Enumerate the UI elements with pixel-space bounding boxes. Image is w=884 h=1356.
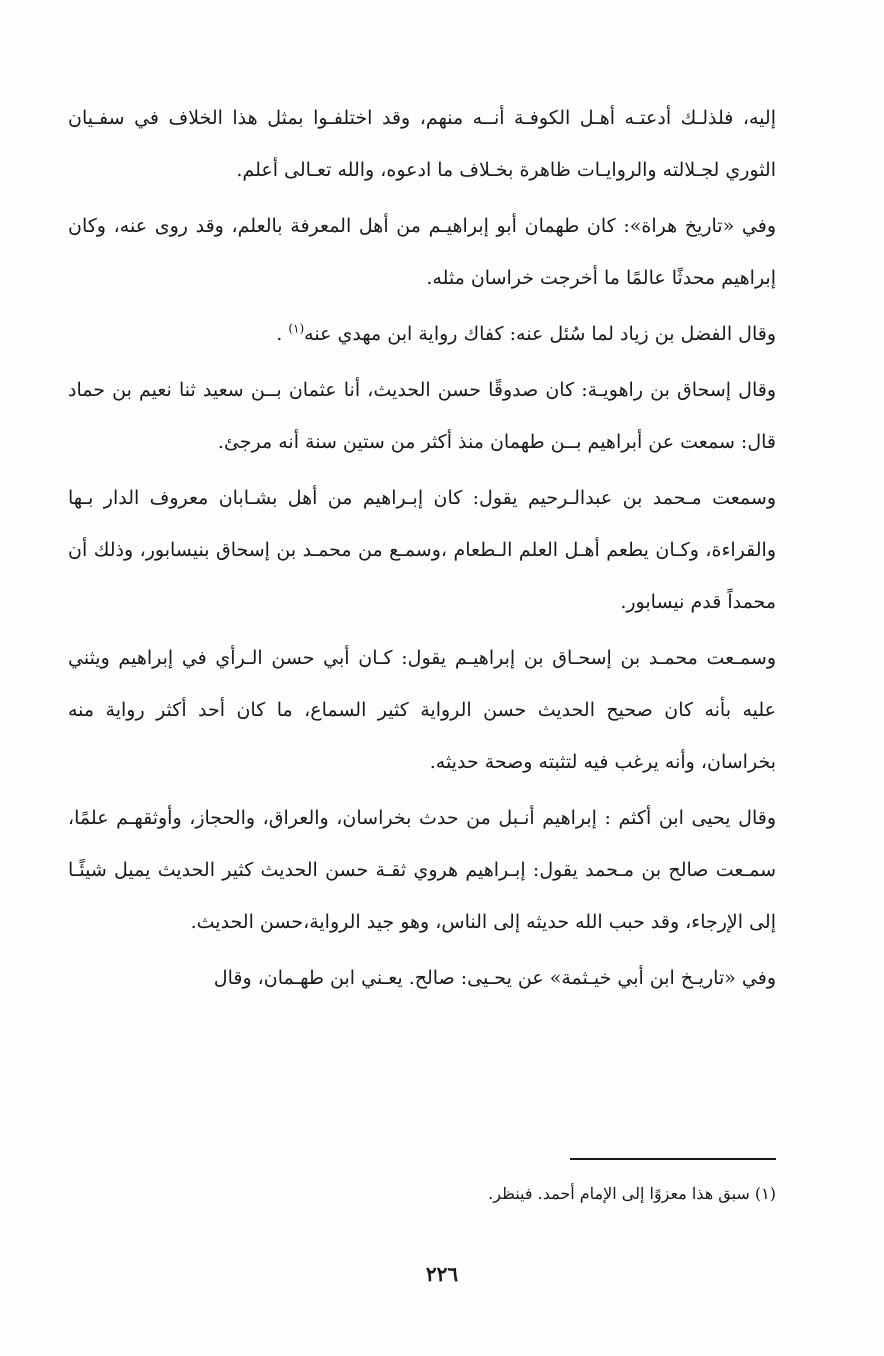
- paragraph-3-end: .: [276, 323, 283, 345]
- footnote: (١) سبق هذا معزوًا إلى الإمام أحمد. فينظر.: [488, 1184, 776, 1203]
- paragraph-5: وسمعت مـحمد بن عبدالـرحيم يقول: كان إبـراهيم من أهل بشـابان معروف الدار بـها والقراءة، وكـان يطعم أهـل العلم الـطعام ،وسمـع من محمـد بن إسحاق بنيسابور، وذلك أن محمداً قدم نيسابور.: [68, 487, 776, 613]
- paragraph-8: وفي «تاريـخ ابن أبي خيـثمة» عن يحـيى: صالح. يعـني ابن طهـمان، وقال: [213, 967, 776, 989]
- footnote-divider: [570, 1158, 776, 1160]
- paragraph-1: إليه، فلذلـك أدعتـه أهـل الكوفـة أنــه منهم، وقد اختلفـوا بمثل هذا الخلاف في سفـيان الثوري لجـلالته والروايـات ظاهرة بخـلاف ما ادعوه، والله تعـالى أعلم.: [68, 107, 776, 181]
- footnote-marker[interactable]: (١): [288, 321, 305, 336]
- paragraph-3-text: وقال الفضل بن زياد لما سُئل عنه: كفاك رواية ابن مهدي عنه: [304, 323, 776, 345]
- paragraph-3: [68, 308, 776, 360]
- paragraph-4: وقال إسحاق بن راهويـة: كان صدوقًا حسن الحديث، أنا عثمان بــن سعيد ثنا نعيم بن حماد قال: سمعت عن أبراهيم بــن طهمان منذ أكثر من ستين سنة أنه مرجئ.: [68, 379, 776, 453]
- main-text: [68, 92, 776, 1004]
- paragraph-2: وفي «تاريخ هراة»: كان طهمان أبو إبراهيـم من أهل المعرفة بالعلم، وقد روى عنه، وكان إبراهيم محدثًا عالمًا ما أخرجت خراسان مثله.: [68, 215, 776, 289]
- paragraph-6: وسمـعت محمـد بن إسحـاق بن إبراهيـم يقول: كـان أبي حسن الـرأي في إبراهيم ويثني عليه بأنه كان صحيح الحديث حسن الرواية كثير السماع، ما كان أحد أكثر رواية منه بخراسان، وأنه يرغب فيه لتثبته وصحة حديثه.: [68, 647, 776, 773]
- paragraph-7: وقال يحيى ابن أكثم : إبراهيم أنـبل من حدث بخراسان، والعراق، والحجاز، وأوثقهـم علمًا، سمـعت صالح بن مـحمد يقول: إبـراهيم هروي ثقـة حسن الحديث كثير الحديث يميل شيئًـا إلى الإرجاء، وقد حبب الله حديثه إلى الناس، وهو جيد الرواية،حسن الحديث.: [68, 807, 776, 933]
- page-number: ٢٢٦: [425, 1262, 459, 1286]
